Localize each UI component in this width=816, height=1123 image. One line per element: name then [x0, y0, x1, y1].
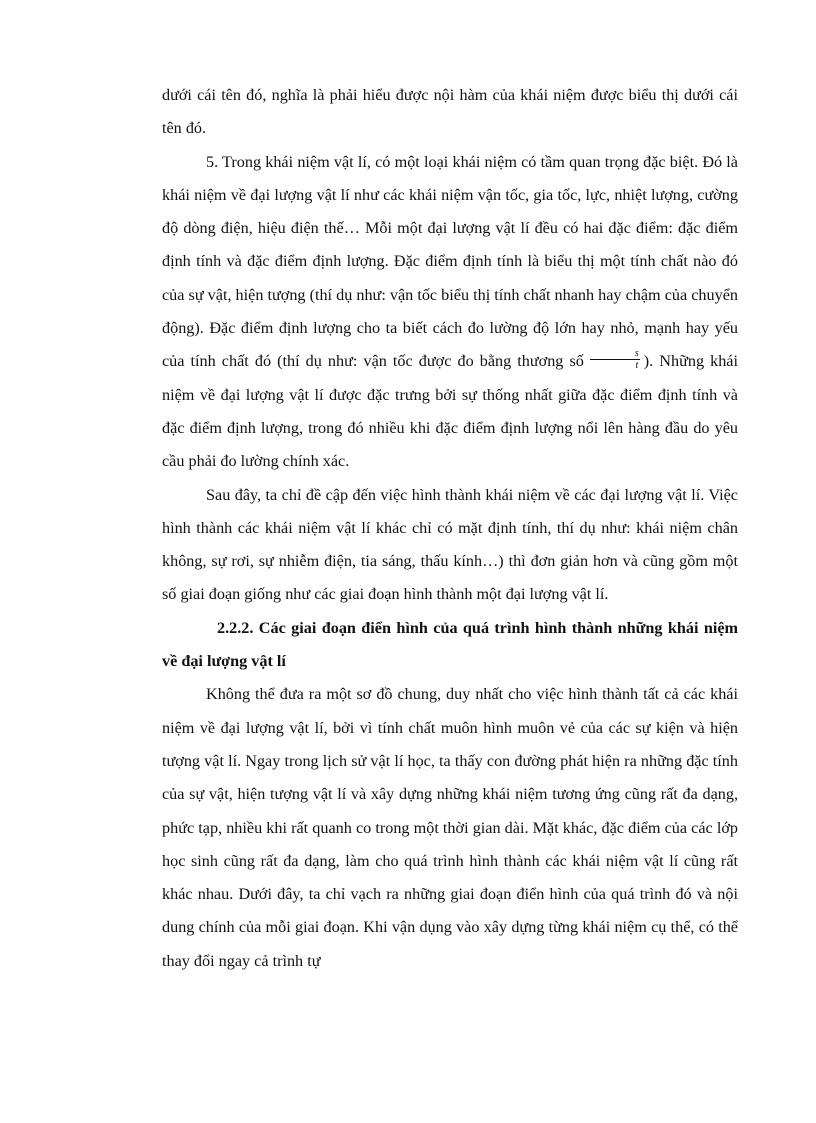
paragraph-continuation: dưới cái tên đó, nghĩa là phải hiểu được nội hàm của khái niệm được biểu thị dưới cái tên đó. [162, 86, 738, 138]
paragraph-text-before-fraction: 5. Trong khái niệm vật lí, có một loại khái niệm có tầm quan trọng đặc biệt. Đó là khái niệm về đại lượng vật lí như các khái niệm vận tốc, gia tốc, lực, nhiệt lượng, cường độ dòng điện, hiệu điện thế… Mỗi một đại lượng vật lí đều có hai đặc điểm: đặc điểm định tính và đặc điểm định lượng. Đặc điểm định tính là biểu thị một tính chất nào đó của sự vật, hiện tượng (thí dụ như: vận tốc biểu thị tính chất nhanh hay chậm của chuyển động). Đặc điểm định lượng cho ta biết cách đo lường độ lớn hay nhỏ, mạnh hay yếu của tính chất đó (thí dụ như: vận tốc được đo bằng thương số [162, 152, 738, 371]
section-heading: 2.2.2. Các giai đoạn điển hình của quá trình hình thành những khái niệm về đại lượng vật lí [162, 618, 738, 671]
paragraph-text-after-fraction: ). Những khái niệm về đại lượng vật lí được đặc trưng bởi sự thống nhất giữa đặc điểm định tính và đặc điểm định lượng, trong đó nhiều khi đặc điểm định lượng nổi lên hàng đầu do yêu cầu phải đo lường chính xác. [162, 352, 738, 471]
paragraph-scope: Sau đây, ta chỉ đề cập đến việc hình thành khái niệm về các đại lượng vật lí. Việc hình thành các khái niệm vật lí khác chỉ có mặt định tính, thí dụ như: khái niệm chân không, sự rơi, sự nhiễm điện, tia sáng, thấu kính…) thì đơn giản hơn và cũng gồm một số giai đoạn giống như các giai đoạn hình thành một đại lượng vật lí. [162, 485, 738, 604]
paragraph-physical-quantities [162, 146, 738, 479]
paragraph-stages: Không thể đưa ra một sơ đồ chung, duy nhất cho việc hình thành tất cả các khái niệm về đại lượng vật lí, bởi vì tính chất muôn hình muôn vẻ của các sự kiện và hiện tượng vật lí. Ngay trong lịch sử vật lí học, ta thấy con đường phát hiện ra những đặc tính của sự vật, hiện tượng vật lí và xây dựng những khái niệm tương ứng cũng rất đa dạng, phức tạp, nhiều khi rất quanh co trong một thời gian dài. Mặt khác, đặc điểm của các lớp học sinh cũng rất đa dạng, làm cho quá trình hình thành các khái niệm vật lí cũng rất khác nhau. Dưới đây, ta chỉ vạch ra những giai đoạn điển hình của quá trình đó và nội dung chính của mỗi giai đoạn. Khi vận dụng vào xây dựng từng khái niệm cụ thể, có thể thay đổi ngay cả trình tự [162, 685, 738, 970]
document-page [162, 79, 738, 978]
fraction-denominator: t [635, 360, 639, 372]
fraction-numerator: s [590, 348, 640, 360]
fraction-s-over-t [590, 348, 640, 371]
